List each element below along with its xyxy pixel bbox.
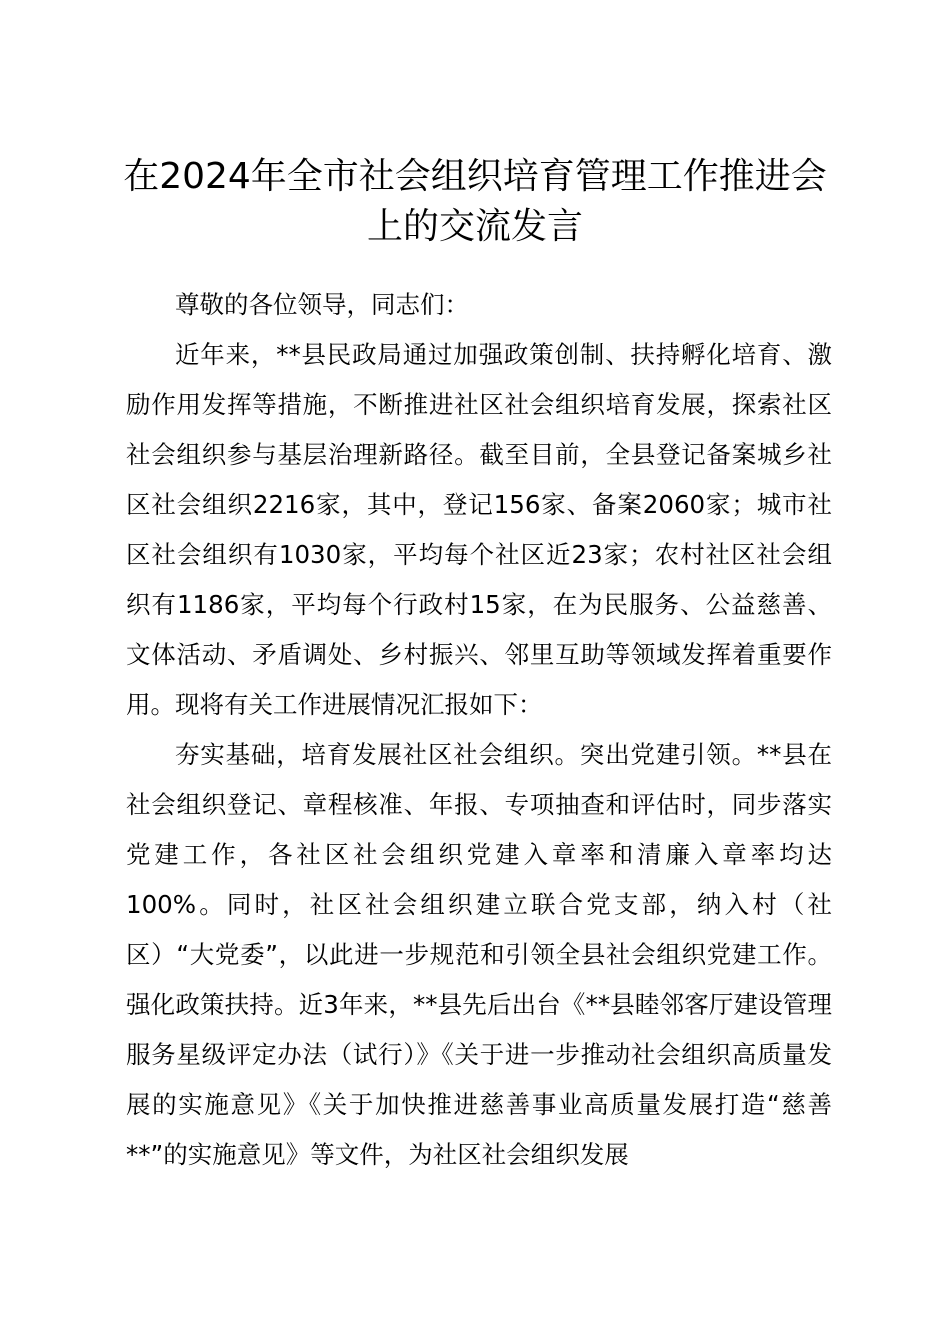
document-title: 在2024年全市社会组织培育管理工作推进会上的交流发言 <box>123 156 827 247</box>
paragraph-intro: 近年来，**县民政局通过加强政策创制、扶持孵化培育、激励作用发挥等措施，不断推进社区社会组织培育发展，探索社区社会组织参与基层治理新路径。截至目前，全县登记备案城乡社区社会组织2216家，其中，登记156家、备案2060家；城市社区社会组织有1030家，平均每个社区近23家；农村社区社会组织有1186家，平均每个行政村15家，在为民服务、公益慈善、文体活动、矛盾调处、乡村振兴、邻里互助等领域发挥着重要作用。现将有关工作进展情况汇报如下： <box>126 340 832 719</box>
salutation: 尊敬的各位领导，同志们： <box>175 290 469 319</box>
document-body <box>126 280 832 1180</box>
paragraph-foundation: 夯实基础，培育发展社区社会组织。突出党建引领。**县在社会组织登记、章程核准、年报、专项抽查和评估时，同步落实党建工作，各社区社会组织党建入章率和清廉入章率均达100%。同时，社区社会组织建立联合党支部，纳入村（社区）“大党委”，以此进一步规范和引领全县社会组织党建工作。强化政策扶持。近3年来，**县先后出台《**县睦邻客厅建设管理服务星级评定办法（试行）》《关于进一步推动社会组织高质量发展的实施意见》《关于加快推进慈善事业高质量发展打造“慈善**”的实施意见》等文件，为社区社会组织发展 <box>126 740 832 1169</box>
